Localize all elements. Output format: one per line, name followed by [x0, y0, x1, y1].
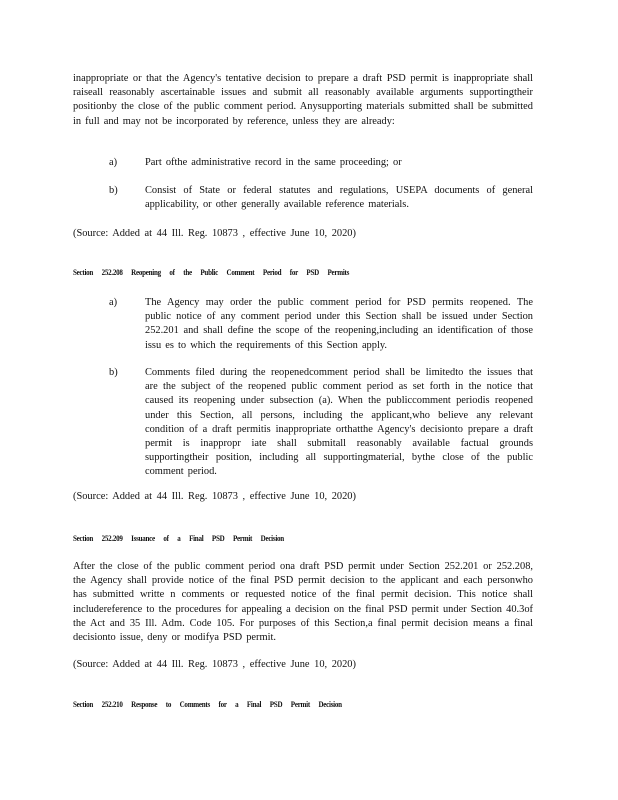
- item-marker: a): [109, 157, 118, 168]
- section-252-209-paragraph: After the close of the public comment period ona draft PSD permit under Section 252.201 or 252.208, the Agency shall provide notice of the final PSD permit decision to the applicant and each personwho has submitted writte n comments or requested notice of the final permit decision. This notice shall includereference to the procedures for appealing a decision on the final PSD permit under Section 40.3of the Act and 35 Ill. Adm. Code 105. For purposes of this Section,a final permit decision means a final decisionto issue, deny or modifya PSD permit.: [73, 561, 533, 644]
- item-marker: a): [109, 297, 118, 308]
- item-marker: b): [109, 367, 118, 378]
- section-252-208-heading: Section 252.208 Reopening of the Public Comment Period for PSD Permits: [73, 268, 350, 277]
- source-note-2: (Source: Added at 44 Ill. Reg. 10873 , effective June 10, 2020): [73, 491, 356, 502]
- intro-paragraph: inappropriate or that the Agency's tentative decision to prepare a draft PSD permit is inappropriate shall raiseall reasonably ascertainable issues and submit all reasonably available arguments supportingtheir positionby the close of the public comment period. Anysupporting materials submitted shall be submitted in full and may not be incorporated by reference, unless they are already:: [73, 73, 533, 127]
- item-text: Consist of State or federal statutes and regulations, USEPA documents of general applicability, or other generally available reference materials.: [145, 185, 533, 211]
- source-note-3: (Source: Added at 44 Ill. Reg. 10873 , effective June 10, 2020): [73, 659, 356, 670]
- source-note-1: (Source: Added at 44 Ill. Reg. 10873 , effective June 10, 2020): [73, 228, 356, 239]
- item-text: Comments filed during the reopenedcomment period shall be limitedto the issues that are the subject of the reopened public comment period as set forth in the notice that caused its reopening under subsection (a). When the publiccomment periodis reopened under this Section, all persons, including the applicant,who believe any relevant condition of a draft permitis inappropriate orthatthe Agency's decisionto prepare a draft permit is inappropr iate shall submitall reasonably available factual grounds supportingtheir position, including all supportingmaterial, bythe close of the public comment period.: [145, 367, 533, 478]
- item-text: The Agency may order the public comment period for PSD permits reopened. The public notice of any comment period under this Section shall be issued under Section 252.201 and shall define the scope of the reopening,including an identification of those issu es to which the requirements of this Section apply.: [145, 297, 533, 351]
- item-marker: b): [109, 185, 118, 196]
- section-252-210-heading: Section 252.210 Response to Comments for a Final PSD Permit Decision: [73, 700, 342, 709]
- item-text: Part ofthe administrative record in the same proceeding; or: [145, 157, 402, 168]
- section-252-209-heading: Section 252.209 Issuance of a Final PSD Permit Decision: [73, 534, 284, 543]
